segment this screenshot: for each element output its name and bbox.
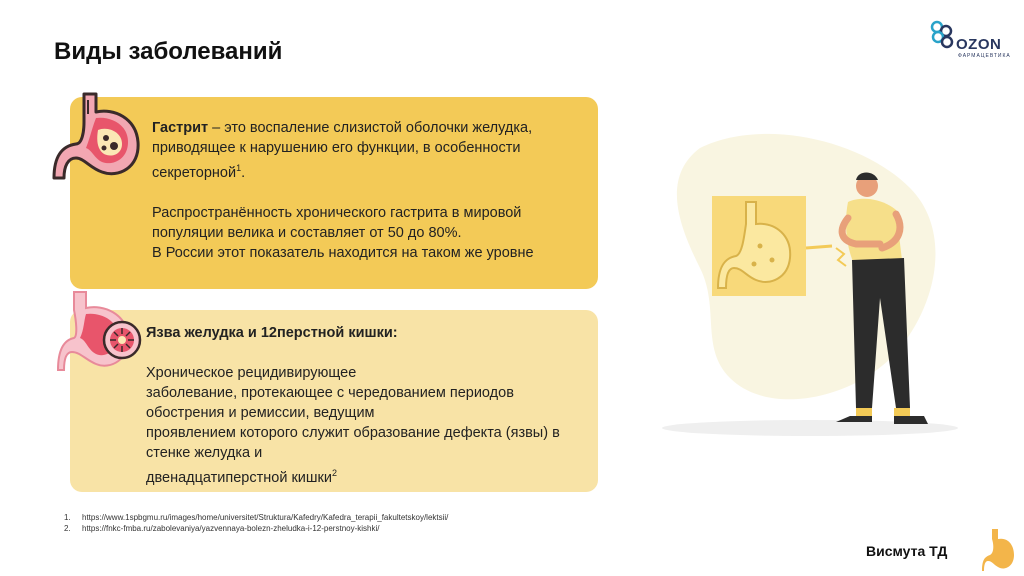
ulcer-line: стенке желудка и bbox=[146, 445, 263, 461]
gastritis-text bbox=[152, 118, 582, 263]
logo-subtitle: ФАРМАЦЕВТИКА bbox=[958, 53, 1011, 59]
ulcer-ref-mark: 2 bbox=[331, 468, 337, 478]
reference-number: 2. bbox=[64, 524, 71, 533]
references bbox=[64, 512, 448, 534]
stomach-icon bbox=[52, 92, 150, 184]
gastritis-prevalence-russia: В России этот показатель находится на таком же уровне bbox=[152, 244, 534, 261]
ulcer-line: проявлением которого служит образование дефекта (язвы) в bbox=[146, 425, 560, 441]
gastritis-term: Гастрит bbox=[152, 120, 209, 136]
footer-brand: Висмута ТД bbox=[866, 543, 948, 559]
gastritis-prevalence-world: Распространённость хронического гастрита в мировой популяции велика и составляет от 50 до 80%. bbox=[152, 204, 522, 241]
man-stomach-pain-illustration bbox=[660, 128, 960, 438]
reference-url[interactable]: https://fnkc-fmba.ru/zabolevaniya/yazvennaya-bolezn-zheludka-i-12-perstnoy-kishki/ bbox=[82, 524, 380, 533]
stomach-ulcer-icon bbox=[56, 290, 148, 376]
reference-item bbox=[64, 512, 448, 523]
reference-number: 1. bbox=[64, 513, 71, 522]
gastritis-definition: – это воспаление слизистой оболочки желудка, приводящее к нарушению его функции, в особенности секреторной bbox=[152, 120, 533, 181]
ulcer-line: двенадцатиперстной кишки bbox=[146, 469, 332, 486]
gastritis-period: . bbox=[241, 164, 246, 181]
stomach-icon bbox=[982, 527, 1016, 573]
ulcer-line: обострения и ремиссии, ведущим bbox=[146, 405, 375, 421]
ulcer-heading: Язва желудка и 12перстной кишки: bbox=[146, 325, 398, 341]
page-title: Виды заболеваний bbox=[54, 38, 283, 65]
reference-item bbox=[64, 523, 448, 534]
ulcer-line: заболевание, протекающее с чередованием периодов bbox=[146, 385, 514, 401]
reference-url[interactable]: https://www.1spbgmu.ru/images/home/universitet/Struktura/Kafedry/Kafedra_terapii_fakultetskoy/lektsii/ bbox=[82, 513, 449, 522]
ulcer-line: Хроническое рецидивирующее bbox=[146, 365, 357, 381]
logo-name: OZON bbox=[956, 36, 1002, 53]
gastritis-ref-mark: 1 bbox=[236, 163, 242, 173]
ulcer-text bbox=[146, 323, 596, 488]
